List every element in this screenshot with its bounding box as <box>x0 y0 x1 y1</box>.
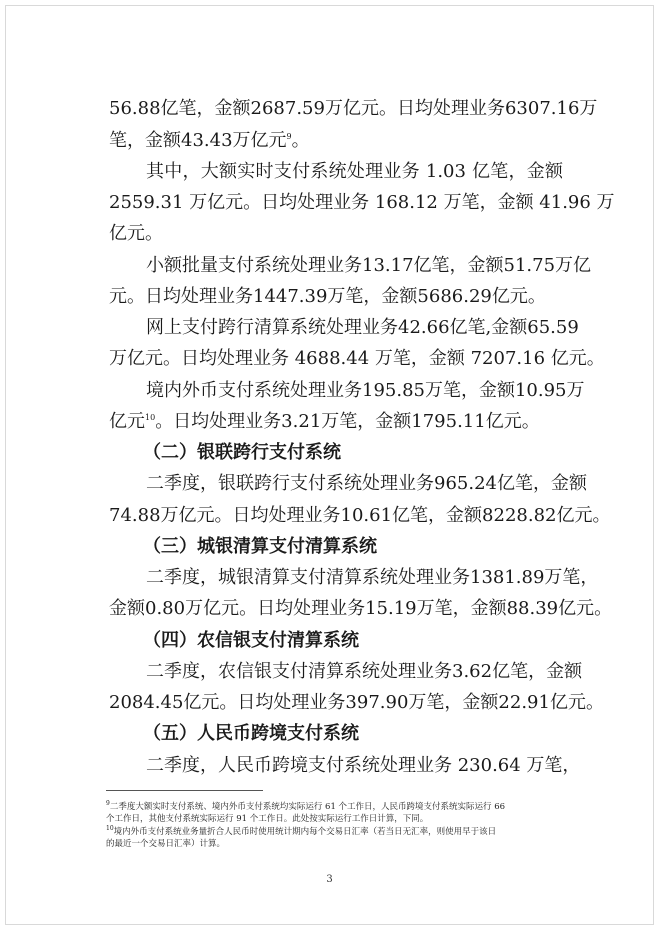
body-line: 二季度，人民币跨境支付系统处理业务 230.64 万笔， <box>146 755 581 776</box>
body-text: 笔，金额43.43万亿元 <box>109 130 287 151</box>
body-line: 二季度，银联跨行支付系统处理业务965.24亿笔，金额 <box>146 473 587 494</box>
footnote-9-cont: 个工作日，其他支付系统实际运行 91 个工作日。此处按实际运行工作日计算，下同。 <box>106 814 429 824</box>
body-line: 小额批量支付系统处理业务13.17亿笔，金额51.75万亿 <box>146 255 592 276</box>
body-line: 2559.31 万亿元。日均处理业务 168.12 万笔，金额 41.96 万 <box>109 192 615 213</box>
footnote-10 <box>106 825 497 837</box>
section-heading: （二）银联跨行支付系统 <box>143 442 341 463</box>
footnote-text: 二季度大额实时支付系统、境内外币支付系统均实际运行 61 个工作日，人民币跨境支付系统实际运行 66 <box>109 802 506 812</box>
footnote-text: 境内外币支付系统业务量折合人民币时使用统计期内每个交易日汇率（若当日无汇率，则使用早于该日 <box>113 827 497 837</box>
footnote-ref-10[interactable]: 10 <box>145 413 156 422</box>
section-heading: （三）城银清算支付清算系统 <box>143 536 377 557</box>
footnote-10-cont: 的最近一个交易日汇率）计算。 <box>106 839 226 849</box>
body-line: 金额0.80万亿元。日均处理业务15.19万笔，金额88.39亿元。 <box>109 598 613 619</box>
body-line: 元。日均处理业务1447.39万笔，金额5686.29亿元。 <box>109 286 546 307</box>
page-number: 3 <box>326 874 333 885</box>
footnote-divider <box>106 790 263 791</box>
body-line: 万亿元。日均处理业务 4688.44 万笔，金额 7207.16 亿元。 <box>109 348 605 369</box>
body-text: 。日均处理业务3.21万笔，金额1795.11亿元。 <box>155 411 540 432</box>
body-line: 境内外币支付系统处理业务195.85万笔，金额10.95万 <box>146 380 585 401</box>
body-line: 56.88亿笔，金额2687.59万亿元。日均处理业务6307.16万 <box>109 98 598 119</box>
body-line: 亿元。 <box>109 223 163 244</box>
footnote-ref-9[interactable]: 9 <box>286 132 292 141</box>
section-heading: （五）人民币跨境支付系统 <box>143 723 359 744</box>
body-line <box>109 413 540 431</box>
body-text: 亿元 <box>109 411 145 432</box>
body-text: 。 <box>291 130 310 151</box>
body-line: 二季度，城银清算支付清算系统处理业务1381.89万笔， <box>146 567 599 588</box>
body-line: 其中，大额实时支付系统处理业务 1.03 亿笔，金额 <box>146 161 563 182</box>
body-line: 网上支付跨行清算系统处理业务42.66亿笔,金额65.59 <box>146 317 579 338</box>
footnote-mark: 9 <box>106 800 110 808</box>
body-line: 2084.45亿元。日均处理业务397.90万笔，金额22.91亿元。 <box>109 692 604 713</box>
section-heading: （四）农信银支付清算系统 <box>143 630 359 651</box>
document-page <box>5 5 654 925</box>
footnote-mark: 10 <box>106 825 114 833</box>
body-line: 二季度，农信银支付清算系统处理业务3.62亿笔，金额 <box>146 661 583 682</box>
body-line <box>109 132 310 150</box>
footnote-9 <box>106 800 506 812</box>
body-line: 74.88万亿元。日均处理业务10.61亿笔，金额8228.82亿元。 <box>109 505 611 526</box>
